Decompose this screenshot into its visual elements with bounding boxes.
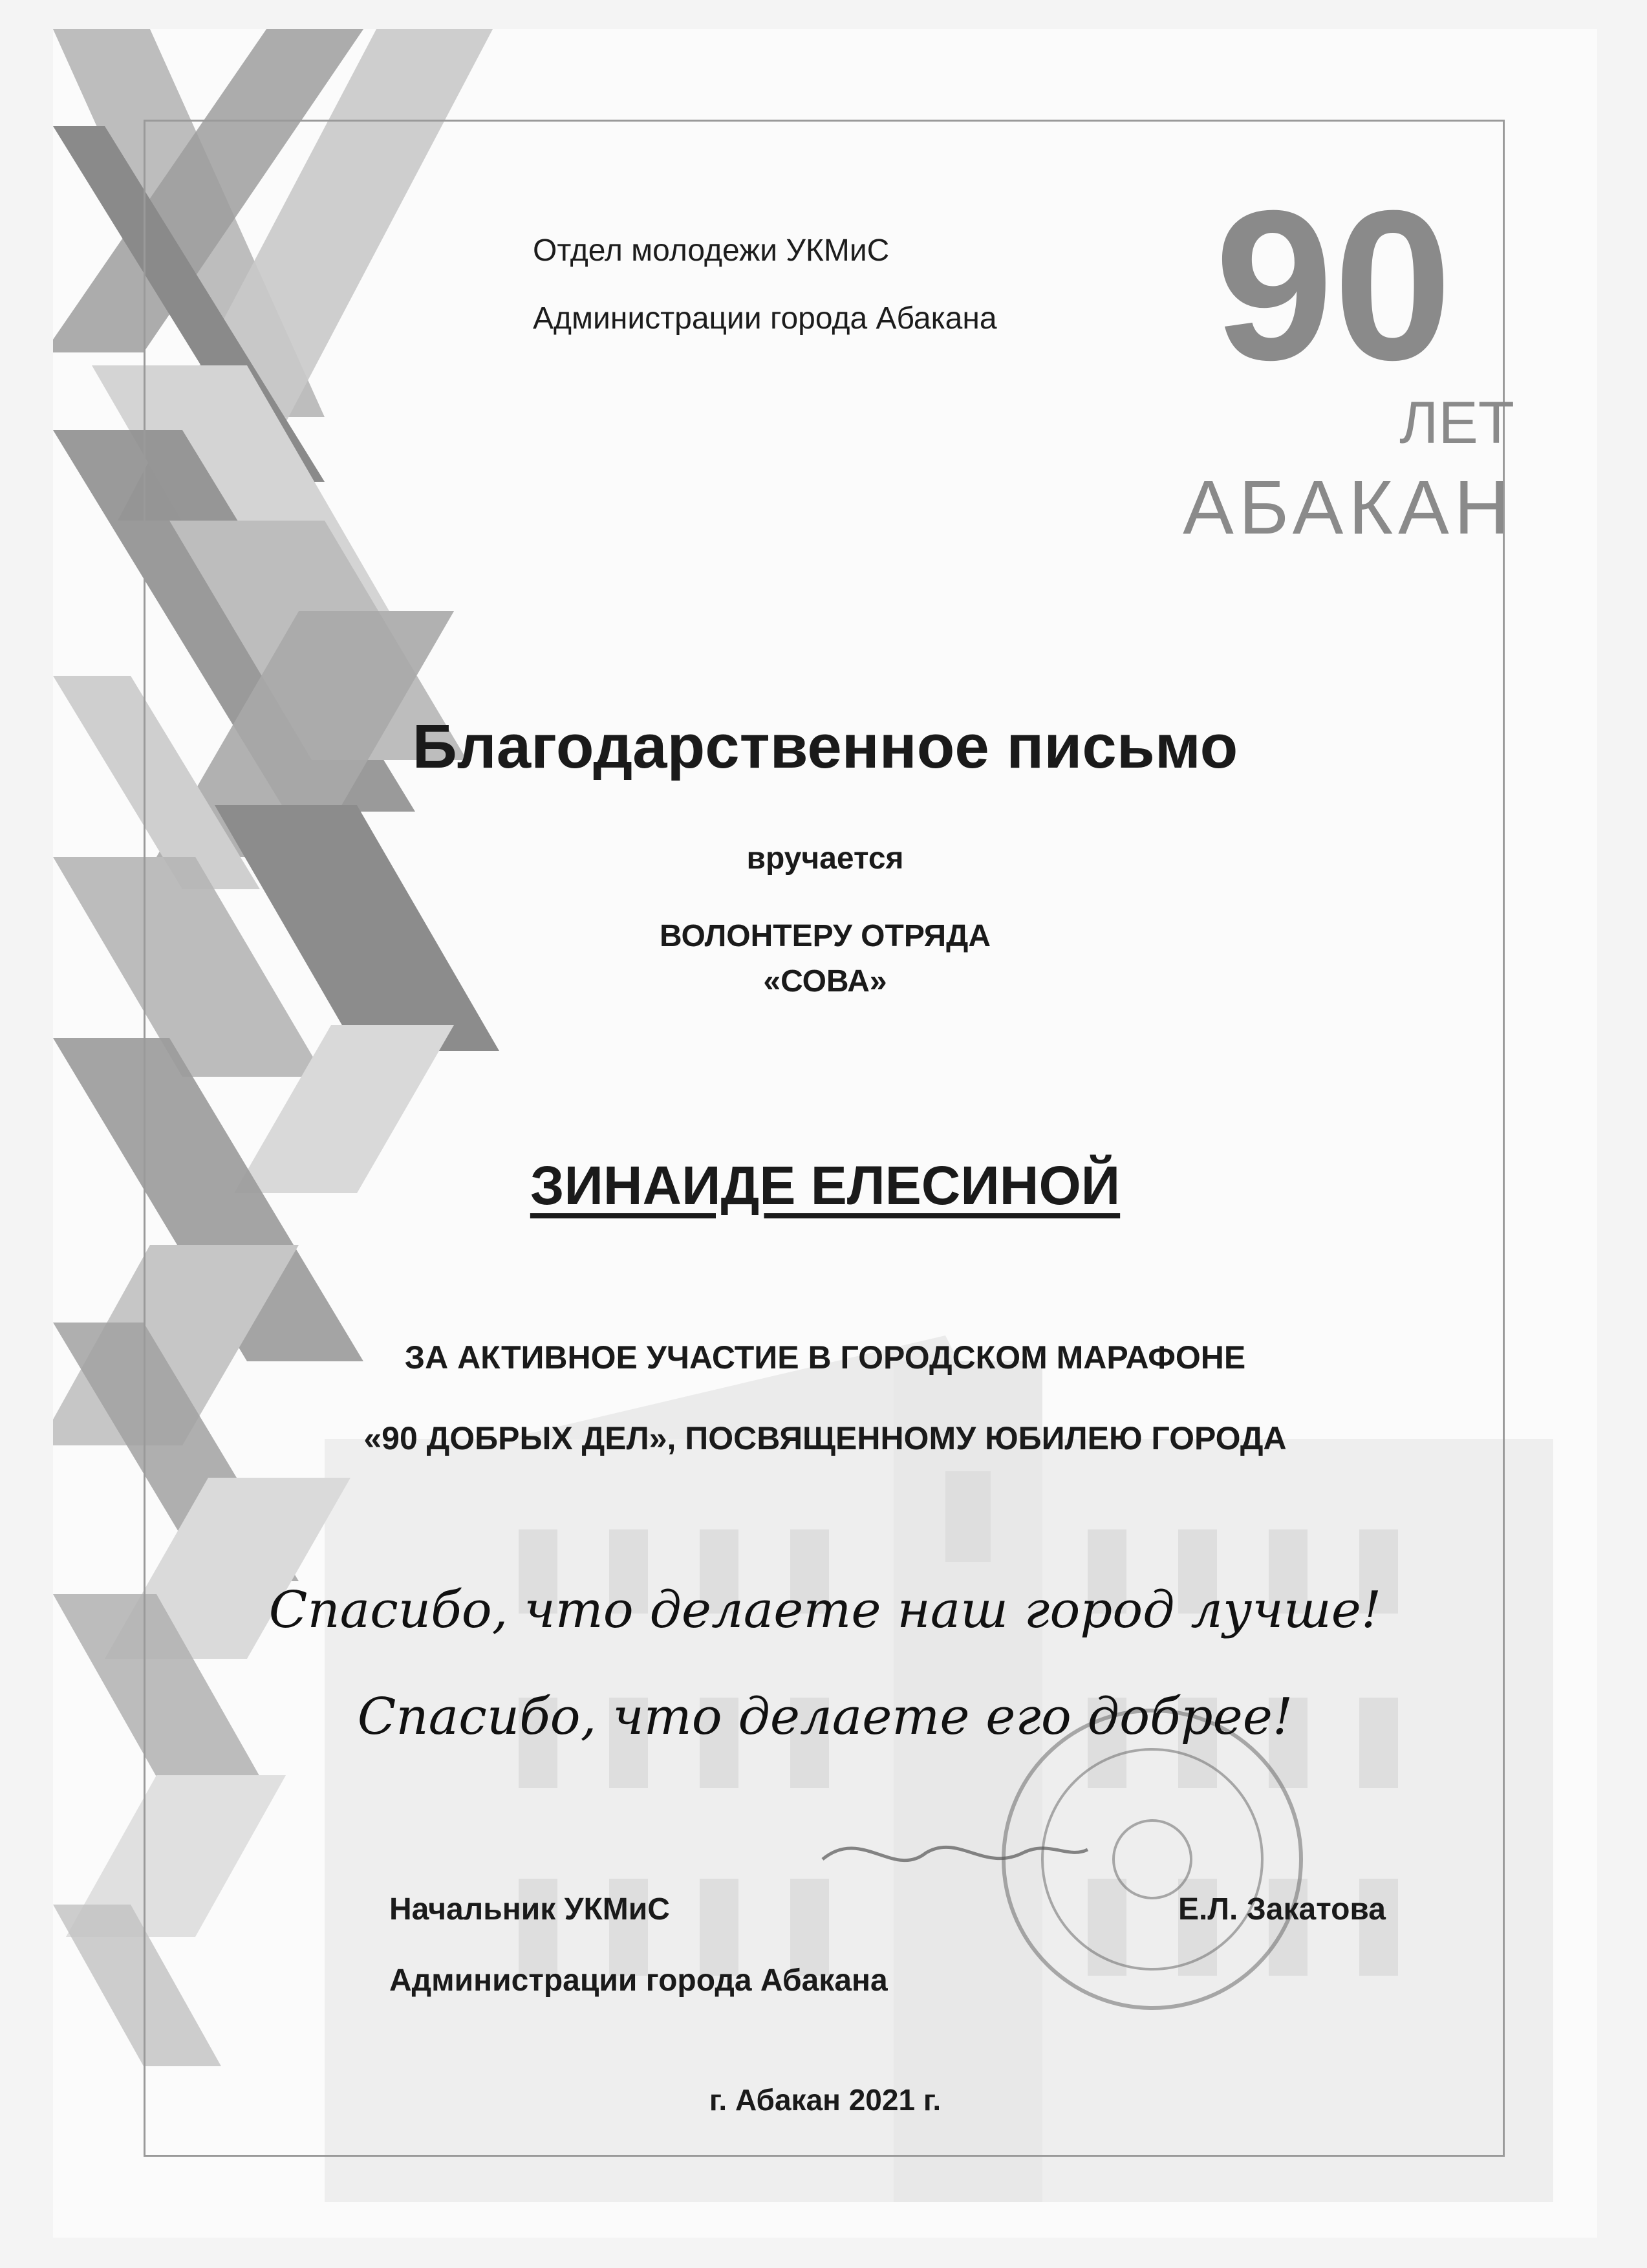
recipient-role-line-2: «СОВА»	[763, 964, 887, 999]
thanks-line-2: Спасибо, что делаете его добрее!	[357, 1688, 1293, 1746]
recipient-name: ЗИНАИДЕ ЕЛЕСИНОЙ	[530, 1155, 1121, 1216]
signer-position-line-2: Администрации города Абакана	[389, 1963, 888, 1998]
reason-line-2: «90 ДОБРЫХ ДЕЛ», ПОСВЯЩЕННОМУ ЮБИЛЕЮ ГОРОДА	[363, 1420, 1287, 1456]
logo-number: 90	[1214, 191, 1452, 404]
signer-name: Е.Л. Закатова	[1178, 1892, 1386, 1927]
logo-years: ЛЕТ	[1399, 390, 1514, 456]
awarded-text: вручается	[746, 841, 904, 876]
certificate-title: Благодарственное письмо	[412, 712, 1238, 781]
anniversary-logo	[1081, 191, 1573, 553]
certificate-sheet	[53, 29, 1597, 2238]
logo-city: АБАКАН	[1183, 465, 1514, 550]
reason-line-1: ЗА АКТИВНОЕ УЧАСТИЕ В ГОРОДСКОМ МАРАФОНЕ	[404, 1339, 1246, 1376]
recipient-role-line-1: ВОЛОНТЕРУ ОТРЯДА	[659, 919, 991, 953]
signer-position-line-1: Начальник УКМиС	[389, 1892, 670, 1927]
organization-line-1: Отдел молодежи УКМиС	[533, 233, 890, 268]
place-date: г. Абакан 2021 г.	[709, 2083, 942, 2117]
organization-line-2: Администрации города Абакана	[533, 301, 997, 336]
thanks-line-1: Спасибо, что делаете наш город лучше!	[268, 1581, 1382, 1639]
